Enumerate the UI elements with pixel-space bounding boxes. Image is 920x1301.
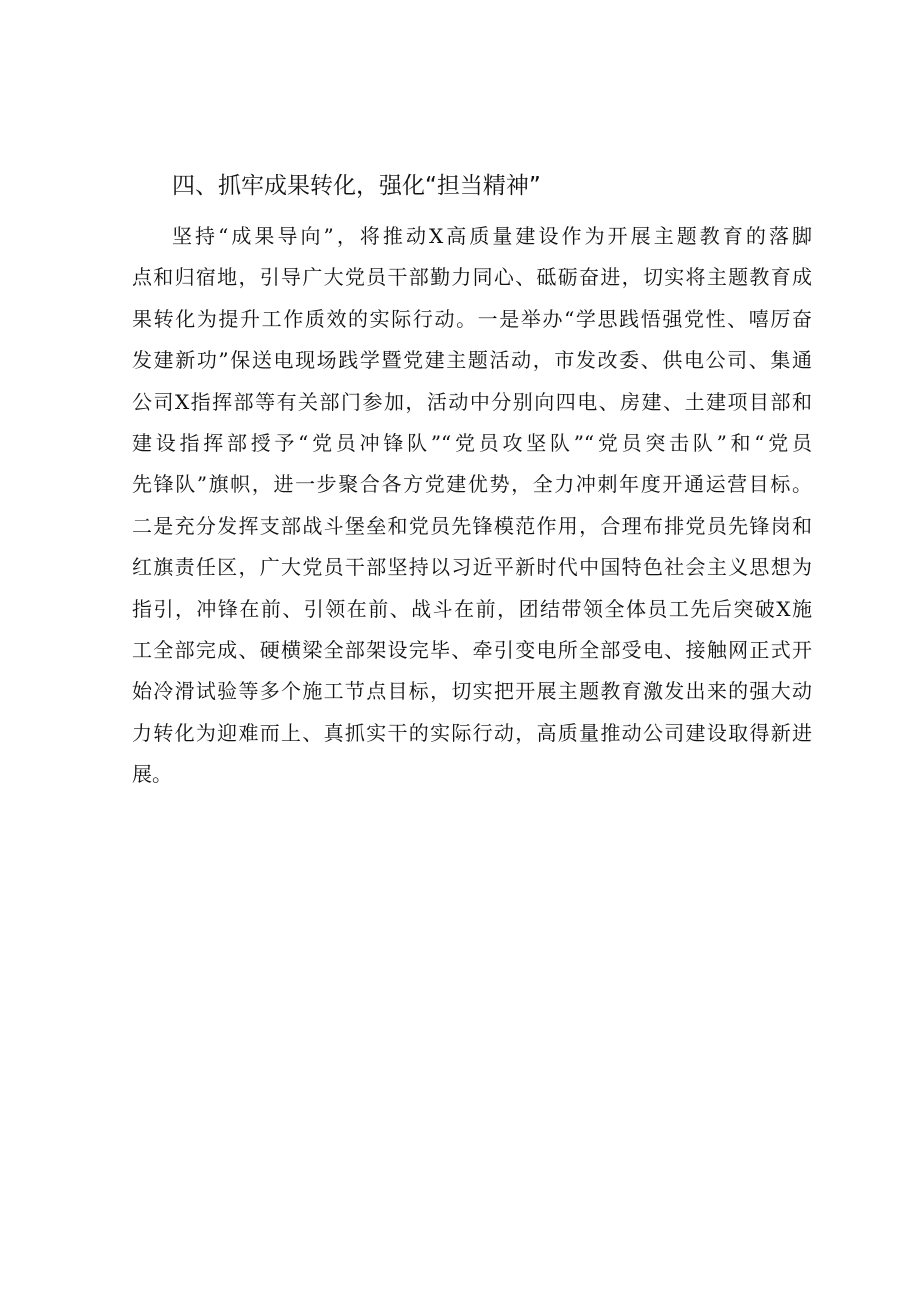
- paragraph-line: 建设指挥部授予“党员冲锋队”“党员攻坚队”“党员突击队”和“党员: [132, 430, 812, 455]
- paragraph-line: 公司X指挥部等有关部门参加，活动中分别向四电、房建、土建项目部和: [132, 389, 812, 414]
- paragraph-line: 果转化为提升工作质效的实际行动。一是举办“学思践悟强党性、嘻厉奋: [132, 306, 812, 331]
- paragraph-line: 先锋队”旗帜，进一步聚合各方党建优势，全力冲刺年度开通运营目标。: [132, 472, 812, 497]
- paragraph-line: 工全部完成、硬横梁全部架设完毕、牵引变电所全部受电、接触网正式开: [132, 637, 812, 662]
- paragraph-line: 点和归宿地，引导广大党员干部勤力同心、砥砺奋进，切实将主题教育成: [132, 265, 812, 290]
- paragraph-line: 发建新功”保送电现场践学暨党建主题活动，市发改委、供电公司、集通: [132, 348, 812, 373]
- paragraph-line: 力转化为迎难而上、真抓实干的实际行动，高质量推动公司建设取得新进: [132, 720, 812, 745]
- body-paragraph: [132, 216, 812, 795]
- paragraph-line: 始冷滑试验等多个施工节点目标，切实把开展主题教育激发出来的强大动: [132, 679, 812, 704]
- paragraph-line: 红旗责任区，广大党员干部坚持以习近平新时代中国特色社会主义思想为: [132, 555, 812, 580]
- paragraph-line: 二是充分发挥支部战斗堡垒和党员先锋模范作用，合理布排党员先锋岗和: [132, 513, 812, 538]
- paragraph-line: 展。: [132, 762, 172, 787]
- section-heading: 四、抓牢成果转化，强化“担当精神”: [172, 173, 541, 199]
- paragraph-line: 坚持“成果导向”，将推动X高质量建设作为开展主题教育的落脚: [172, 224, 812, 248]
- paragraph-line: 指引，冲锋在前、引领在前、战斗在前，团结带领全体员工先后突破X施: [132, 596, 812, 621]
